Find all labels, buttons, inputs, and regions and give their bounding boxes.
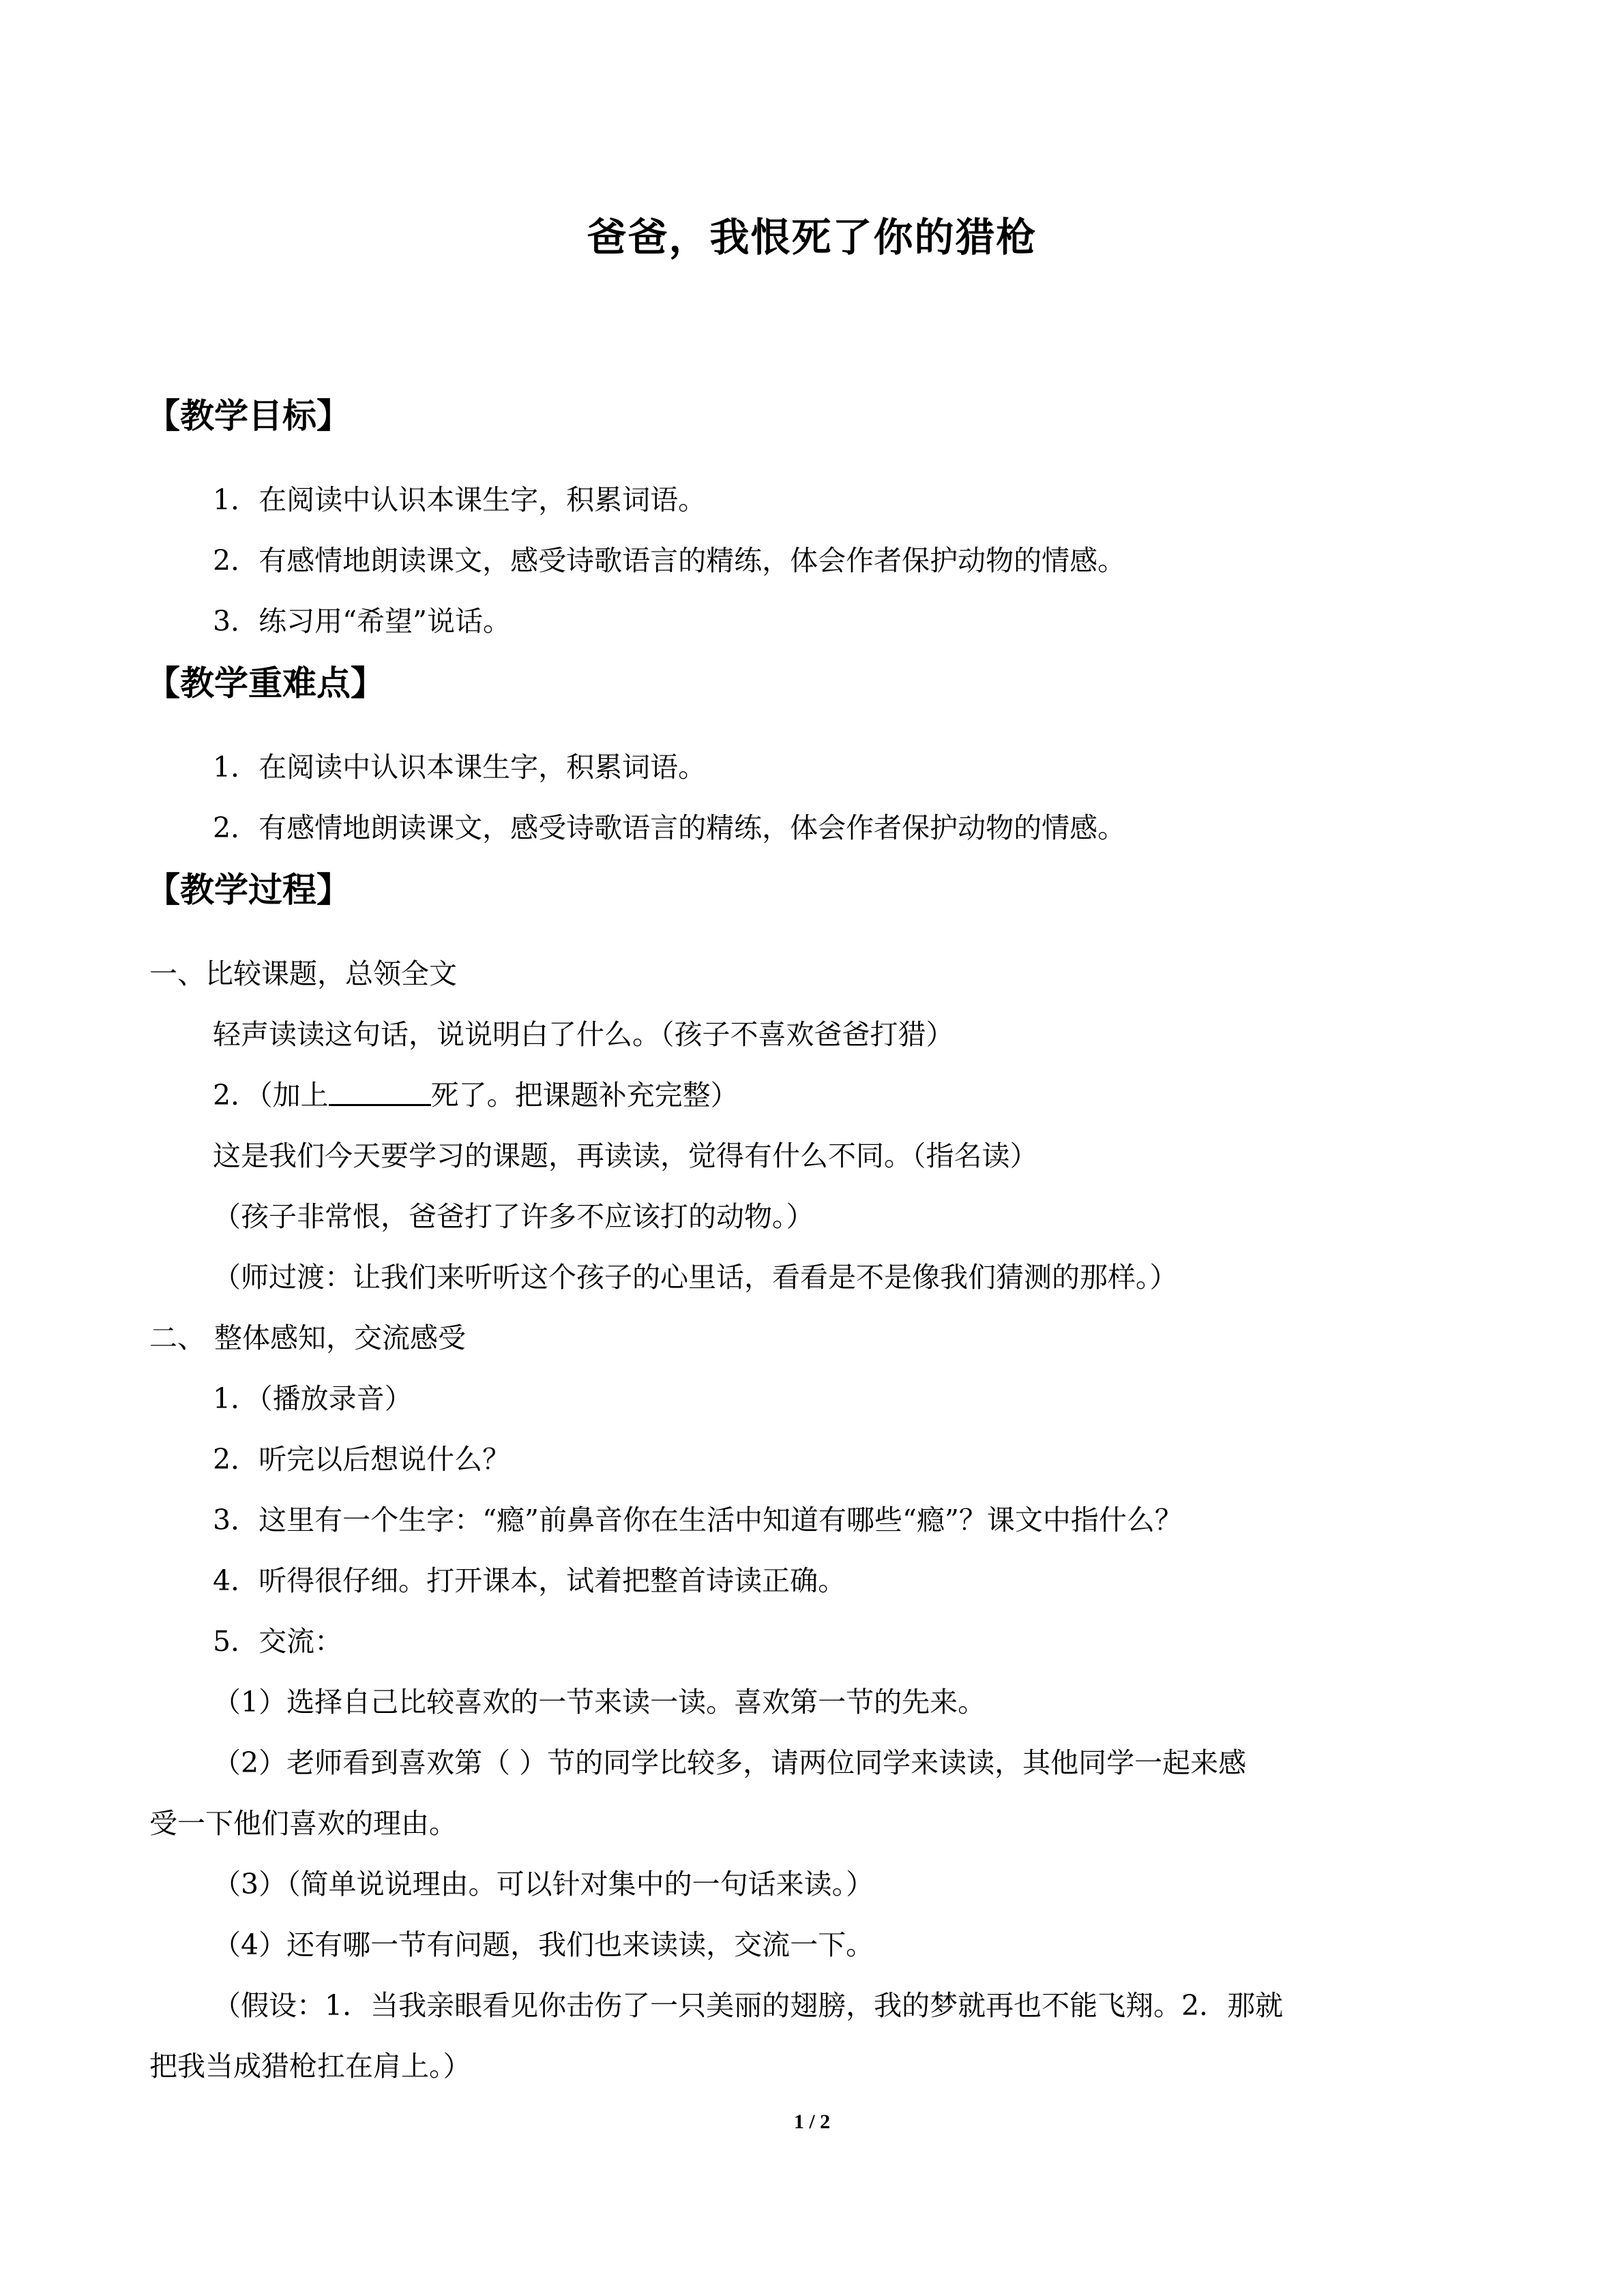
process-part2-line-1: 1．（播放录音） — [213, 1382, 413, 1415]
process-part1-title: 一、比较课题，总领全文 — [149, 957, 457, 990]
section-heading-objectives: 【教学目标】 — [146, 396, 351, 436]
process-part1-line-1: 轻声读读这句话，说说明白了什么。（孩子不喜欢爸爸打猎） — [213, 1018, 954, 1051]
process-part2-line-7b: 受一下他们喜欢的理由。 — [149, 1807, 457, 1840]
process-part2-line-6: （1）选择自己比较喜欢的一节来读一读。喜欢第一节的先来。 — [213, 1686, 986, 1718]
process-part2-line-7a: （2）老师看到喜欢第（ ）节的同学比较多，请两位同学来读读，其他同学一起来感 — [213, 1746, 1247, 1779]
process-part2-line-10b: 把我当成猎枪扛在肩上。） — [149, 2050, 471, 2083]
objective-item-3: 3．练习用“希望”说话。 — [213, 605, 512, 638]
process-part2-line-2: 2．听完以后想说什么？ — [213, 1443, 511, 1476]
objective-item-2: 2．有感情地朗读课文，感受诗歌语言的精练，体会作者保护动物的情感。 — [213, 544, 1126, 577]
section-heading-process: 【教学过程】 — [146, 870, 351, 910]
process-part1-line-2 — [213, 1075, 739, 1116]
section-heading-key-points: 【教学重难点】 — [146, 664, 385, 703]
process-part2-line-3: 3．这里有一个生字：“瘾”前鼻音你在生活中知道有哪些“瘾”？课文中指什么？ — [213, 1504, 1183, 1536]
key-point-item-2: 2．有感情地朗读课文，感受诗歌语言的精练，体会作者保护动物的情感。 — [213, 811, 1126, 844]
objective-item-1: 1．在阅读中认识本课生字，积累词语。 — [213, 483, 707, 516]
process-part1-line-2-start: 2．（加上 — [213, 1079, 329, 1112]
process-part2-line-9: （4）还有哪一节有问题，我们也来读读，交流一下。 — [213, 1928, 874, 1961]
process-part2-title: 二、 整体感知，交流感受 — [149, 1322, 467, 1354]
key-point-item-1: 1．在阅读中认识本课生字，积累词语。 — [213, 751, 707, 784]
process-part2-line-10a: （假设：1．当我亲眼看见你击伤了一只美丽的翅膀，我的梦就再也不能飞翔。2．那就 — [213, 1989, 1284, 2022]
process-part1-line-3: 这是我们今天要学习的课题，再读读，觉得有什么不同。（指名读） — [213, 1139, 1038, 1172]
process-part1-line-4: （孩子非常恨，爸爸打了许多不应该打的动物。） — [213, 1200, 814, 1233]
page-number: 1 / 2 — [793, 2111, 831, 2133]
page-title: 爸爸，我恨死了你的猎枪 — [587, 214, 1037, 260]
process-part1-line-2-end: 死了。把课题补充完整） — [430, 1079, 739, 1112]
process-part1-line-5: （师过渡：让我们来听听这个孩子的心里话，看看是不是像我们猜测的那样。） — [213, 1261, 1178, 1294]
fill-in-blank — [329, 1077, 431, 1106]
process-part2-line-4: 4．听得很仔细。打开课本，试着把整首诗读正确。 — [213, 1564, 846, 1597]
process-part2-line-5: 5．交流： — [213, 1625, 343, 1658]
process-part2-line-8: （3）（简单说说理由。可以针对集中的一句话来读。） — [213, 1868, 874, 1900]
